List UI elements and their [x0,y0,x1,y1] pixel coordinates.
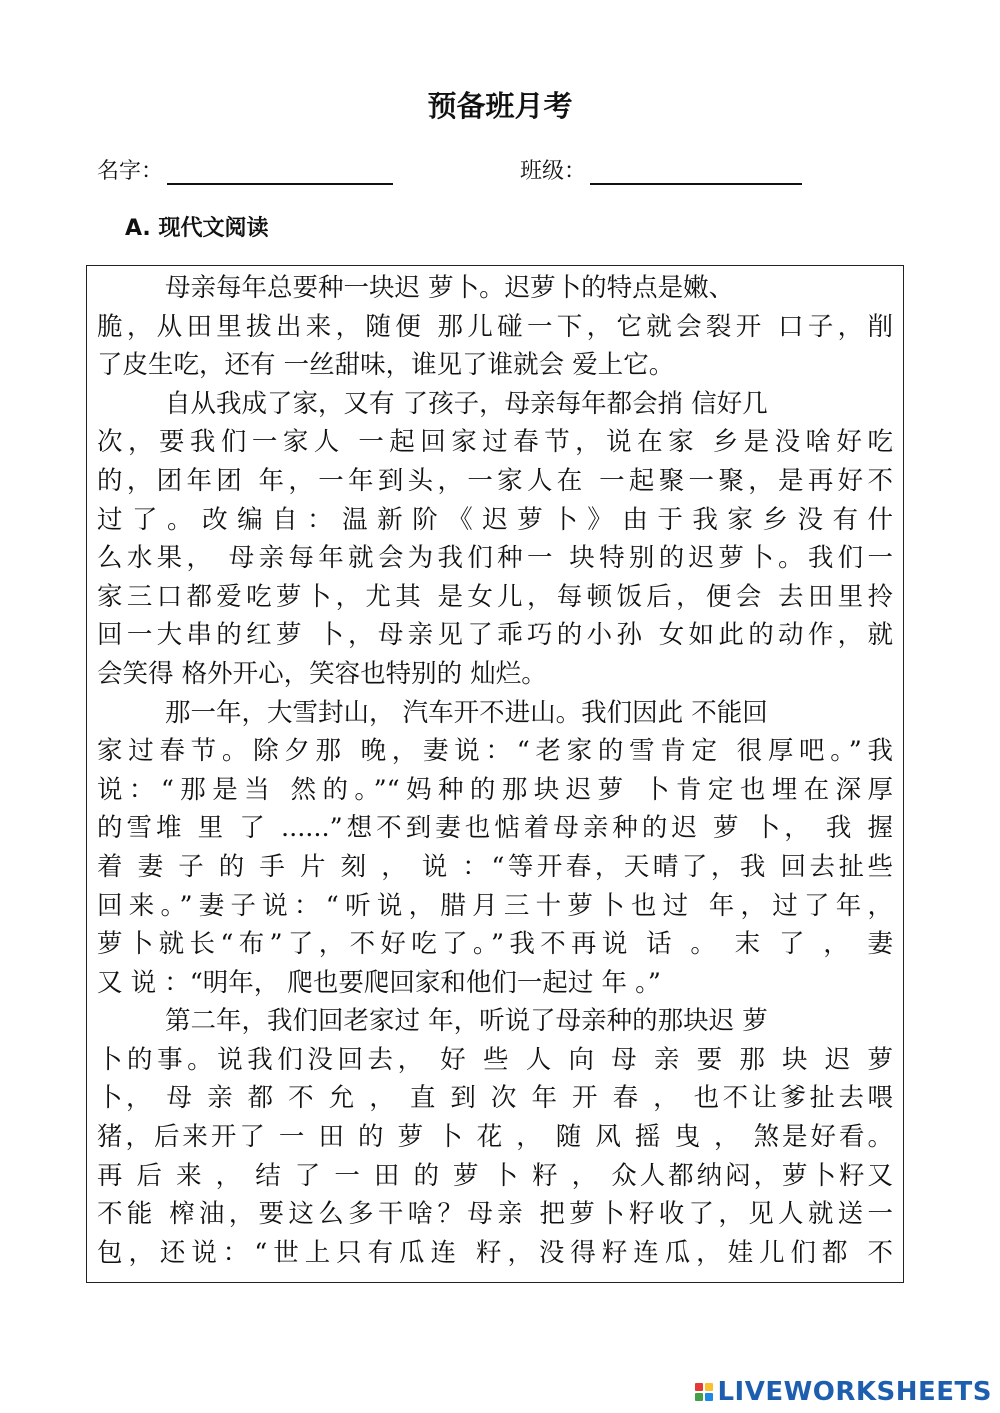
passage-line: 了皮生吃，还有 一丝甜味，谁见了谁就会 爱上它。 [97,350,675,381]
class-field [520,154,802,185]
passage-line: 猪，后来开了 一 田 的 萝 卜 花 ， 随 风 摇 曳 ， 煞是好看。 [97,1122,893,1153]
reading-passage-box [86,265,904,1283]
passage-line: 那一年，大雪封山， 汽车开不进山。我们因此 不能回 [165,697,768,728]
passage-line: 萝卜就长“布”了，不好吃了。”我不再说 话 。 末 了 ， 妻 [97,929,893,960]
passage-line: 说：“那是当 然的。”“妈种的那块迟萝 卜肯定也埋在深厚 [97,774,893,805]
name-field [97,154,393,185]
passage-line: 过了。改编自：温新阶《迟萝卜》由于我家乡没有什 [97,504,893,535]
passage-line: 卜， 母 亲 都 不 允 ， 直 到 次 年 开 春 ， 也不让爹扯去喂 [97,1083,893,1114]
passage-line: 自从我成了家，又有 了孩子，母亲每年都会捎 信好几 [165,388,768,419]
name-input-line[interactable] [167,159,393,185]
class-label: 班级： [520,159,587,184]
passage-line: 回一大串的红萝 卜，母亲见了乖巧的小孙 女如此的动作，就 [97,620,893,651]
page-title: 预备班月考 [427,89,573,123]
logo-square-blue [705,1393,713,1401]
passage-line: 包，还说：“世上只有瓜连 籽，没得籽连瓜，娃儿们都 不 [97,1237,893,1268]
passage-line: 么水果， 母亲每年就会为我们种一 块特别的迟萝卜。我们一 [97,543,893,574]
passage-line: 脆，从田里拔出来，随便 那儿碰一下，它就会裂开 口子，削 [97,311,893,342]
passage-line: 母亲每年总要种一块迟 萝卜。迟萝卜的特点是嫩、 [165,273,735,303]
logo-square-red [695,1383,703,1391]
section-heading: A. 现代文阅读 [125,216,269,241]
logo-text: LIVEWORKSHEETS [717,1377,992,1407]
passage-line: 第二年，我们回老家过 年，听说了母亲种的那块迟 萝 [165,1006,768,1037]
class-input-line[interactable] [590,159,802,185]
passage-line: 回来。”妻子说：“听说，腊月三十萝卜也过 年，过了年， [97,890,893,921]
passage-line: 会笑得 格外开心，笑容也特别的 灿烂。 [97,658,547,689]
passage-line: 的，团年团 年，一年到头，一家人在 一起聚一聚，是再好不 [97,465,893,496]
passage-line: 的雪堆 里 了 ......”想不到妻也惦着母亲种的迟 萝 卜， 我 握 [97,813,893,844]
passage-line: 着 妻 子 的 手 片 刻 ， 说 ：“等开春，天晴了，我 回去扯些 [97,851,893,882]
name-label: 名字： [97,159,164,184]
passage-line: 家过春节。除夕那 晚，妻说：“老家的雪肯定 很厚吧。”我 [97,736,893,767]
passage-line: 再 后 来 ， 结 了 一 田 的 萝 卜 籽 ， 众人都纳闷，萝卜籽又 [97,1160,893,1191]
logo-square-yellow [705,1383,713,1391]
passage-line: 不能 榨油，要这么多干啥？母亲 把萝卜籽收了，见人就送一 [97,1199,893,1230]
logo-grid-icon [695,1383,713,1401]
liveworksheets-logo [695,1377,992,1407]
passage-line: 卜的事。说我们没回去， 好 些 人 向 母 亲 要 那 块 迟 萝 [97,1044,893,1075]
logo-square-green [695,1393,703,1401]
passage-line: 又 说 ：“明年， 爬也要爬回家和他们一起过 年 。” [97,967,661,998]
passage-line: 次，要我们一家人 一起回家过春节，说在家 乡是没啥好吃 [97,427,893,458]
passage-line: 家三口都爱吃萝卜，尤其 是女儿，每顿饭后，便会 去田里拎 [97,581,893,612]
